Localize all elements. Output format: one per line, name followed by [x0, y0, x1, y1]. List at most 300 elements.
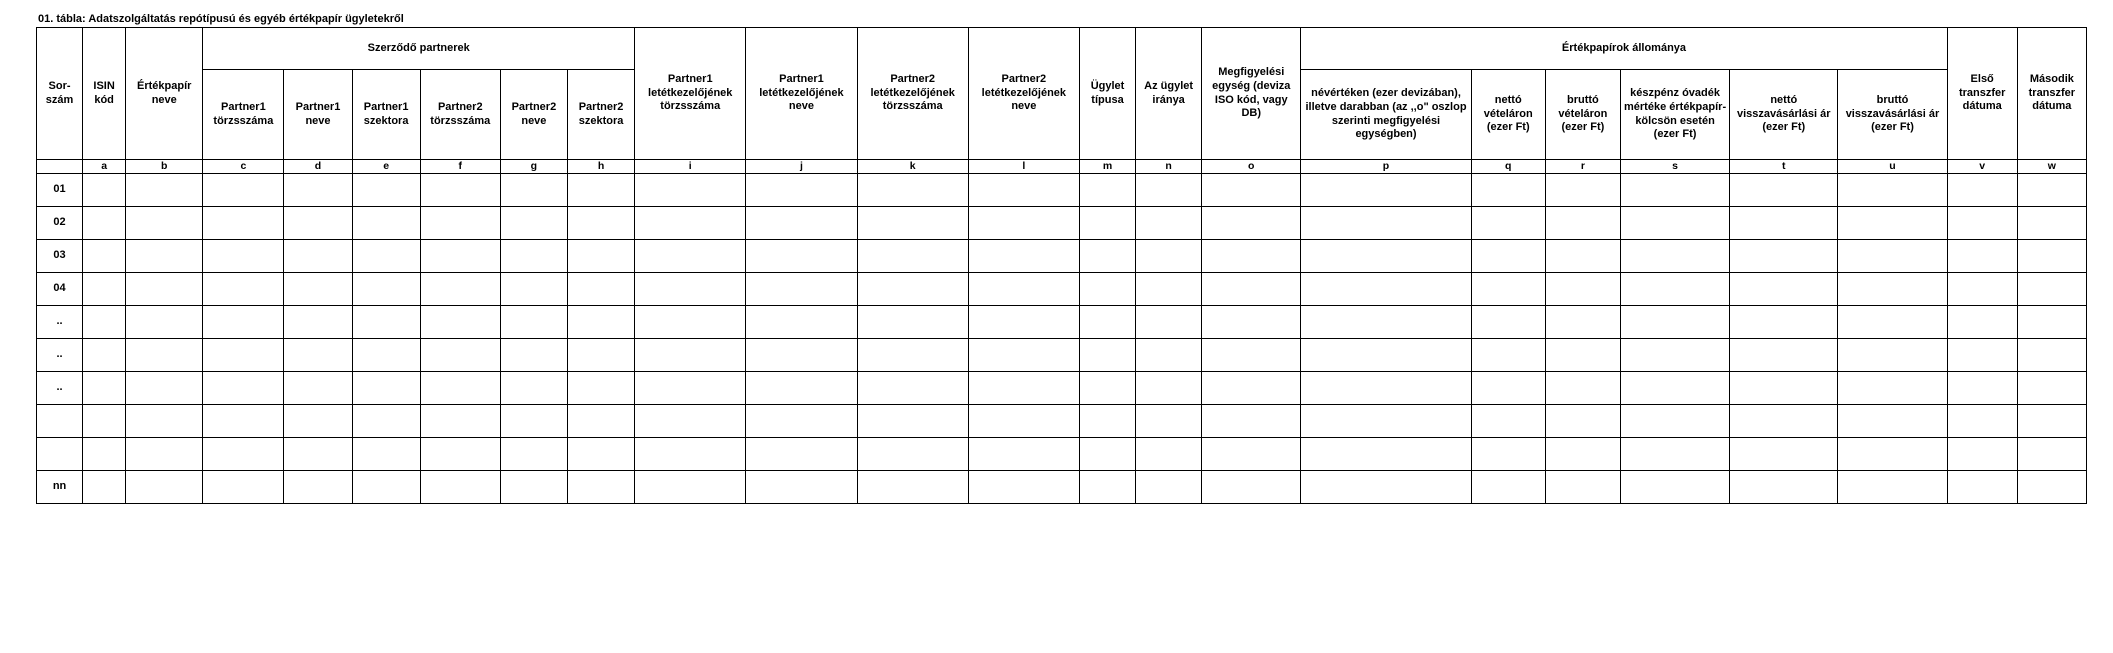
table-body [37, 174, 2087, 504]
table-cell[interactable] [83, 438, 126, 471]
table-cell[interactable] [2017, 174, 2086, 207]
table-cell[interactable] [352, 339, 420, 372]
table-cell[interactable] [968, 306, 1079, 339]
table-cell[interactable] [420, 306, 500, 339]
header-ugylet-iranya: Az ügylet iránya [1136, 28, 1202, 160]
column-letter: n [1136, 160, 1202, 174]
table-cell[interactable] [1620, 339, 1729, 372]
column-letter: o [1202, 160, 1301, 174]
table-cell[interactable] [1730, 207, 1838, 240]
column-letter: d [284, 160, 352, 174]
row-number [37, 405, 83, 438]
table-cell[interactable] [1947, 339, 2017, 372]
table-cell[interactable] [1838, 471, 1947, 504]
table-cell[interactable] [1838, 339, 1947, 372]
table-cell[interactable] [2017, 405, 2086, 438]
table-cell[interactable] [746, 174, 857, 207]
table-cell[interactable] [1471, 207, 1545, 240]
table-cell[interactable] [635, 174, 746, 207]
table-cell[interactable] [83, 174, 126, 207]
header-isin: ISIN kód [83, 28, 126, 160]
table-cell[interactable] [857, 405, 968, 438]
table-cell[interactable] [1730, 438, 1838, 471]
table-cell[interactable] [1301, 306, 1471, 339]
table-cell[interactable] [420, 273, 500, 306]
table-cell[interactable] [2017, 273, 2086, 306]
table-cell[interactable] [635, 207, 746, 240]
table-cell[interactable] [1620, 174, 1729, 207]
table-cell[interactable] [83, 240, 126, 273]
column-letter: p [1301, 160, 1471, 174]
header-allomany: Értékpapírok állománya [1301, 28, 1947, 70]
table-row [37, 471, 2087, 504]
column-letter: a [83, 160, 126, 174]
table-cell[interactable] [1620, 207, 1729, 240]
table-cell[interactable] [1471, 405, 1545, 438]
table-cell[interactable] [1202, 306, 1301, 339]
table-cell[interactable] [1730, 471, 1838, 504]
table-cell[interactable] [420, 372, 500, 405]
table-cell[interactable] [567, 240, 634, 273]
table-cell[interactable] [1730, 339, 1838, 372]
table-cell[interactable] [1471, 339, 1545, 372]
column-letter-row [37, 160, 2087, 174]
table-cell[interactable] [1838, 438, 1947, 471]
table-cell[interactable] [284, 273, 352, 306]
table-cell[interactable] [1545, 471, 1620, 504]
table-cell[interactable] [352, 240, 420, 273]
table-cell[interactable] [1471, 471, 1545, 504]
table-cell[interactable] [420, 240, 500, 273]
column-letter: m [1079, 160, 1135, 174]
table-cell[interactable] [746, 339, 857, 372]
table-cell[interactable] [352, 471, 420, 504]
table-cell[interactable] [420, 405, 500, 438]
column-letter: e [352, 160, 420, 174]
table-row [37, 306, 2087, 339]
header-brutto-vissza: bruttó visszavásárlási ár (ezer Ft) [1838, 70, 1947, 160]
table-row [37, 372, 2087, 405]
table-cell[interactable] [1947, 240, 2017, 273]
table-cell[interactable] [635, 306, 746, 339]
table-cell[interactable] [1620, 273, 1729, 306]
column-letter: g [500, 160, 567, 174]
report-table [36, 27, 2087, 504]
header-netto-vissza: nettó visszavásárlási ár (ezer Ft) [1730, 70, 1838, 160]
header-nevertek: névértéken (ezer devizában), illetve darabban (az ,,o" oszlop szerinti megfigyelési egységben) [1301, 70, 1471, 160]
table-cell[interactable] [83, 306, 126, 339]
table-cell[interactable] [1471, 438, 1545, 471]
table-cell[interactable] [1838, 174, 1947, 207]
table-cell[interactable] [567, 372, 634, 405]
column-letter: b [126, 160, 203, 174]
table-cell[interactable] [635, 339, 746, 372]
table-cell[interactable] [1471, 372, 1545, 405]
table-cell[interactable] [567, 339, 634, 372]
row-number: .. [37, 339, 83, 372]
table-cell[interactable] [203, 207, 284, 240]
column-letter: w [2017, 160, 2086, 174]
table-cell[interactable] [1202, 207, 1301, 240]
table-cell[interactable] [1136, 174, 1202, 207]
table-cell[interactable] [567, 174, 634, 207]
header-p2-letet-torzs: Partner2 letétkezelőjének törzsszáma [857, 28, 968, 160]
table-cell[interactable] [1545, 339, 1620, 372]
table-cell[interactable] [352, 174, 420, 207]
table-cell[interactable] [968, 405, 1079, 438]
column-letter: j [746, 160, 857, 174]
table-cell[interactable] [746, 207, 857, 240]
table-cell[interactable] [2017, 306, 2086, 339]
table-cell[interactable] [500, 438, 567, 471]
table-cell[interactable] [1079, 405, 1135, 438]
table-cell[interactable] [1545, 306, 1620, 339]
table-cell[interactable] [1136, 471, 1202, 504]
table-cell[interactable] [1947, 372, 2017, 405]
column-letter: t [1730, 160, 1838, 174]
table-cell[interactable] [1947, 306, 2017, 339]
table-cell[interactable] [746, 471, 857, 504]
header-partner2-szektora: Partner2 szektora [567, 70, 634, 160]
table-cell[interactable] [567, 306, 634, 339]
table-cell[interactable] [1620, 405, 1729, 438]
table-row [37, 240, 2087, 273]
table-cell[interactable] [1202, 240, 1301, 273]
table-cell[interactable] [1079, 306, 1135, 339]
header-sorszam: Sor- szám [37, 28, 83, 160]
table-cell[interactable] [126, 306, 203, 339]
table-cell[interactable] [1545, 207, 1620, 240]
header-netto-vetel: nettó vételáron (ezer Ft) [1471, 70, 1545, 160]
table-cell[interactable] [1136, 240, 1202, 273]
table-cell[interactable] [635, 405, 746, 438]
table-cell[interactable] [284, 207, 352, 240]
table-cell[interactable] [284, 306, 352, 339]
column-letter: f [420, 160, 500, 174]
table-cell[interactable] [83, 471, 126, 504]
table-cell[interactable] [567, 438, 634, 471]
table-cell[interactable] [1202, 273, 1301, 306]
table-cell[interactable] [420, 207, 500, 240]
table-cell[interactable] [2017, 372, 2086, 405]
table-cell[interactable] [1471, 174, 1545, 207]
header-p1-letet-torzs: Partner1 letétkezelőjének törzsszáma [635, 28, 746, 160]
table-cell[interactable] [1545, 240, 1620, 273]
header-masodik-transzfer: Második transzfer dátuma [2017, 28, 2086, 160]
table-cell[interactable] [746, 240, 857, 273]
table-title: 01. tábla: Adatszolgáltatás repótípusú és egyéb értékpapír ügyletekről [38, 13, 404, 25]
header-szerzodo-partnerek: Szerződő partnerek [203, 28, 635, 70]
table-cell[interactable] [500, 339, 567, 372]
column-letter: i [635, 160, 746, 174]
table-cell[interactable] [1730, 240, 1838, 273]
table-cell[interactable] [1620, 240, 1729, 273]
table-cell[interactable] [1136, 207, 1202, 240]
table-cell[interactable] [284, 372, 352, 405]
table-cell[interactable] [567, 207, 634, 240]
table-cell[interactable] [2017, 207, 2086, 240]
column-letter: u [1838, 160, 1947, 174]
table-cell[interactable] [1301, 240, 1471, 273]
table-cell[interactable] [284, 471, 352, 504]
table-cell[interactable] [746, 438, 857, 471]
table-cell[interactable] [567, 273, 634, 306]
table-cell[interactable] [1838, 207, 1947, 240]
table-row [37, 405, 2087, 438]
table-cell[interactable] [126, 174, 203, 207]
header-megfigyelesi: Megfigyelési egység (deviza ISO kód, vagy DB) [1202, 28, 1301, 160]
table-cell[interactable] [2017, 471, 2086, 504]
table-cell[interactable] [126, 438, 203, 471]
table-cell[interactable] [203, 273, 284, 306]
table-cell[interactable] [500, 471, 567, 504]
table-cell[interactable] [1079, 273, 1135, 306]
table-cell[interactable] [1730, 273, 1838, 306]
header-elso-transzfer: Első transzfer dátuma [1947, 28, 2017, 160]
table-cell[interactable] [1620, 306, 1729, 339]
table-cell[interactable] [968, 273, 1079, 306]
table-cell[interactable] [352, 306, 420, 339]
table-cell[interactable] [420, 471, 500, 504]
row-number: .. [37, 372, 83, 405]
header-ugylet-tipusa: Ügylet típusa [1079, 28, 1135, 160]
table-cell[interactable] [1838, 405, 1947, 438]
table-cell[interactable] [2017, 240, 2086, 273]
header-partner2-torzsszama: Partner2 törzsszáma [420, 70, 500, 160]
column-letter: l [968, 160, 1079, 174]
table-cell[interactable] [746, 372, 857, 405]
header-brutto-vetel: bruttó vételáron (ezer Ft) [1545, 70, 1620, 160]
table-cell[interactable] [420, 339, 500, 372]
table-cell[interactable] [1301, 174, 1471, 207]
table-cell[interactable] [1136, 339, 1202, 372]
table-cell[interactable] [1947, 405, 2017, 438]
table-cell[interactable] [968, 471, 1079, 504]
table-cell[interactable] [203, 339, 284, 372]
table-cell[interactable] [635, 240, 746, 273]
table-cell[interactable] [635, 471, 746, 504]
table-cell[interactable] [1136, 273, 1202, 306]
table-cell[interactable] [284, 174, 352, 207]
table-cell[interactable] [1947, 273, 2017, 306]
header-partner1-szektora: Partner1 szektora [352, 70, 420, 160]
row-number: .. [37, 306, 83, 339]
table-cell[interactable] [1471, 240, 1545, 273]
table-cell[interactable] [857, 174, 968, 207]
table-cell[interactable] [857, 273, 968, 306]
table-cell[interactable] [857, 339, 968, 372]
table-cell[interactable] [1838, 372, 1947, 405]
table-cell[interactable] [126, 372, 203, 405]
table-cell[interactable] [1079, 438, 1135, 471]
table-cell[interactable] [500, 207, 567, 240]
row-number [37, 438, 83, 471]
table-cell[interactable] [420, 438, 500, 471]
table-cell[interactable] [1545, 174, 1620, 207]
table-cell[interactable] [857, 306, 968, 339]
table-cell[interactable] [1136, 438, 1202, 471]
table-cell[interactable] [968, 174, 1079, 207]
table-cell[interactable] [203, 471, 284, 504]
table-cell[interactable] [352, 207, 420, 240]
table-cell[interactable] [203, 372, 284, 405]
table-cell[interactable] [1079, 339, 1135, 372]
table-cell[interactable] [1730, 306, 1838, 339]
table-cell[interactable] [203, 240, 284, 273]
table-cell[interactable] [635, 438, 746, 471]
column-letter: r [1545, 160, 1620, 174]
column-letter: c [203, 160, 284, 174]
table-cell[interactable] [500, 174, 567, 207]
table-cell[interactable] [126, 273, 203, 306]
header-partner1-torzsszama: Partner1 törzsszáma [203, 70, 284, 160]
table-cell[interactable] [1202, 372, 1301, 405]
table-cell[interactable] [1136, 372, 1202, 405]
table-cell[interactable] [1947, 174, 2017, 207]
table-cell[interactable] [83, 372, 126, 405]
table-cell[interactable] [1079, 207, 1135, 240]
table-cell[interactable] [1079, 471, 1135, 504]
table-cell[interactable] [126, 405, 203, 438]
table-cell[interactable] [968, 372, 1079, 405]
header-p1-letet-neve: Partner1 letétkezelőjének neve [746, 28, 857, 160]
table-cell[interactable] [352, 372, 420, 405]
table-cell[interactable] [1079, 372, 1135, 405]
table-row [37, 174, 2087, 207]
table-cell[interactable] [83, 339, 126, 372]
table-cell[interactable] [1545, 273, 1620, 306]
table-cell[interactable] [567, 471, 634, 504]
header-ertekpapir-neve: Értékpapír neve [126, 28, 203, 160]
header-p2-letet-neve: Partner2 letétkezelőjének neve [968, 28, 1079, 160]
table-cell[interactable] [1301, 405, 1471, 438]
table-cell[interactable] [500, 372, 567, 405]
row-number: 02 [37, 207, 83, 240]
table-cell[interactable] [284, 339, 352, 372]
table-cell[interactable] [500, 306, 567, 339]
table-cell[interactable] [1202, 405, 1301, 438]
table-cell[interactable] [857, 471, 968, 504]
table-cell[interactable] [352, 438, 420, 471]
table-cell[interactable] [126, 240, 203, 273]
table-cell[interactable] [635, 372, 746, 405]
table-cell[interactable] [1202, 438, 1301, 471]
table-cell[interactable] [1301, 471, 1471, 504]
table-cell[interactable] [1947, 471, 2017, 504]
table-cell[interactable] [500, 240, 567, 273]
table-cell[interactable] [284, 240, 352, 273]
table-cell[interactable] [1301, 339, 1471, 372]
header-partner2-neve: Partner2 neve [500, 70, 567, 160]
column-letter: s [1620, 160, 1729, 174]
table-cell[interactable] [126, 339, 203, 372]
table-cell[interactable] [203, 174, 284, 207]
table-cell[interactable] [1301, 438, 1471, 471]
table-cell[interactable] [1545, 372, 1620, 405]
table-cell[interactable] [1301, 273, 1471, 306]
header-keszpenz: készpénz óvadék mértéke értékpapír-kölcsön esetén (ezer Ft) [1620, 70, 1729, 160]
table-cell[interactable] [1730, 174, 1838, 207]
column-letter: q [1471, 160, 1545, 174]
table-cell[interactable] [1136, 405, 1202, 438]
table-cell[interactable] [1838, 240, 1947, 273]
column-letter: v [1947, 160, 2017, 174]
row-number: 03 [37, 240, 83, 273]
table-cell[interactable] [2017, 339, 2086, 372]
table-row [37, 273, 2087, 306]
table-cell[interactable] [1620, 471, 1729, 504]
table-cell[interactable] [1202, 471, 1301, 504]
table-cell[interactable] [500, 273, 567, 306]
column-letter: k [857, 160, 968, 174]
table-cell[interactable] [1471, 306, 1545, 339]
column-letter-blank [37, 160, 83, 174]
table-cell[interactable] [1079, 174, 1135, 207]
table-cell[interactable] [968, 339, 1079, 372]
table-cell[interactable] [857, 240, 968, 273]
table-cell[interactable] [1730, 372, 1838, 405]
table-cell[interactable] [500, 405, 567, 438]
table-cell[interactable] [1838, 306, 1947, 339]
table-cell[interactable] [352, 405, 420, 438]
table-cell[interactable] [635, 273, 746, 306]
table-cell[interactable] [203, 438, 284, 471]
table-cell[interactable] [1136, 306, 1202, 339]
table-cell[interactable] [420, 174, 500, 207]
table-cell[interactable] [284, 438, 352, 471]
table-cell[interactable] [284, 405, 352, 438]
table-cell[interactable] [1301, 372, 1471, 405]
table-cell[interactable] [1620, 372, 1729, 405]
table-cell[interactable] [126, 471, 203, 504]
table-cell[interactable] [1838, 273, 1947, 306]
table-cell[interactable] [203, 306, 284, 339]
table-cell[interactable] [1301, 207, 1471, 240]
table-cell[interactable] [126, 207, 203, 240]
table-cell[interactable] [567, 405, 634, 438]
table-cell[interactable] [1471, 273, 1545, 306]
table-cell[interactable] [968, 207, 1079, 240]
table-cell[interactable] [857, 372, 968, 405]
table-cell[interactable] [83, 207, 126, 240]
table-cell[interactable] [1079, 240, 1135, 273]
table-cell[interactable] [2017, 438, 2086, 471]
table-cell[interactable] [1545, 438, 1620, 471]
table-cell[interactable] [968, 240, 1079, 273]
table-cell[interactable] [857, 438, 968, 471]
table-cell[interactable] [83, 405, 126, 438]
table-cell[interactable] [1202, 339, 1301, 372]
table-cell[interactable] [746, 405, 857, 438]
table-cell[interactable] [1620, 438, 1729, 471]
table-cell[interactable] [1730, 405, 1838, 438]
table-cell[interactable] [352, 273, 420, 306]
table-row [37, 438, 2087, 471]
table-row [37, 339, 2087, 372]
table-cell[interactable] [83, 273, 126, 306]
column-letter: h [567, 160, 634, 174]
table-cell[interactable] [1947, 438, 2017, 471]
table-cell[interactable] [203, 405, 284, 438]
table-cell[interactable] [746, 273, 857, 306]
row-number: 01 [37, 174, 83, 207]
table-cell[interactable] [1545, 405, 1620, 438]
table-cell[interactable] [1947, 207, 2017, 240]
table-cell[interactable] [746, 306, 857, 339]
table-cell[interactable] [968, 438, 1079, 471]
table-cell[interactable] [857, 207, 968, 240]
table-cell[interactable] [1202, 174, 1301, 207]
